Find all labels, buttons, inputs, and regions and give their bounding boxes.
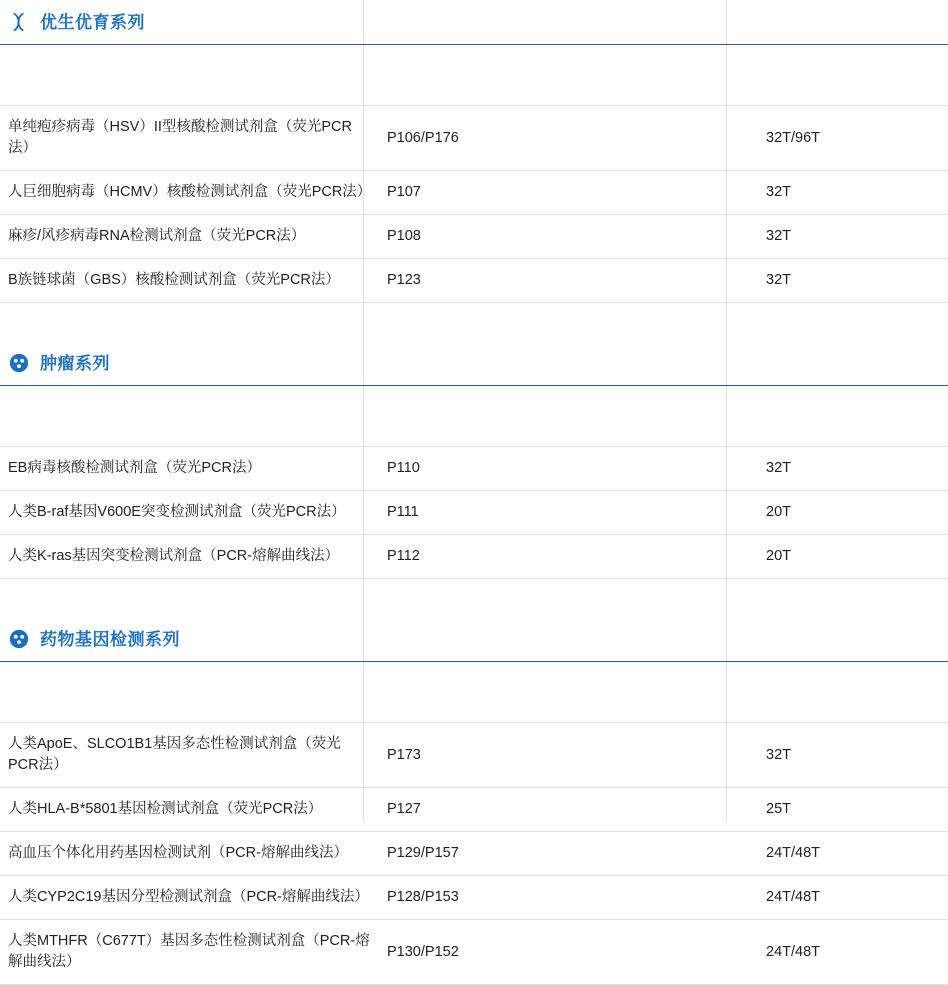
product-code-cell: P130/P152 — [379, 920, 758, 985]
product-name-cell: 高血压个体化用药基因检测试剂（PCR-熔解曲线法） — [0, 832, 379, 876]
table-row — [0, 920, 948, 985]
table-row — [0, 535, 948, 579]
product-spec-cell: 20T — [758, 535, 948, 579]
product-spec-cell: 24T/48T — [758, 876, 948, 920]
section-title: 优生优育系列 — [40, 12, 145, 32]
product-code-cell: P129/P157 — [379, 832, 758, 876]
product-section — [0, 617, 948, 985]
product-code-cell: P173 — [379, 723, 758, 788]
product-code-cell: P111 — [379, 491, 758, 535]
product-spec-cell: 32T — [758, 723, 948, 788]
header-spacer-row — [0, 45, 948, 106]
section-gap — [0, 579, 948, 617]
product-spec-cell: 32T — [758, 259, 948, 303]
product-spec-cell: 32T/96T — [758, 106, 948, 171]
table-row — [0, 447, 948, 491]
product-name-cell: EB病毒核酸检测试剂盒（荧光PCR法） — [0, 447, 379, 491]
table-row — [0, 723, 948, 788]
table-row — [0, 259, 948, 303]
product-spec-cell: 24T/48T — [758, 920, 948, 985]
product-name-cell: 人类K-ras基因突变检测试剂盒（PCR-熔解曲线法） — [0, 535, 379, 579]
table-row — [0, 215, 948, 259]
product-code-cell: P123 — [379, 259, 758, 303]
product-section — [0, 341, 948, 579]
product-code-cell: P128/P153 — [379, 876, 758, 920]
table-row — [0, 171, 948, 215]
product-code-cell: P110 — [379, 447, 758, 491]
product-name-cell: 人巨细胞病毒（HCMV）核酸检测试剂盒（荧光PCR法） — [0, 171, 379, 215]
product-code-cell: P107 — [379, 171, 758, 215]
product-name-cell: 单纯疱疹病毒（HSV）II型核酸检测试剂盒（荧光PCR法） — [0, 106, 379, 171]
cell-cluster-icon — [8, 628, 30, 650]
product-name-cell: 人类CYP2C19基因分型检测试剂盒（PCR-熔解曲线法） — [0, 876, 379, 920]
product-code-cell: P108 — [379, 215, 758, 259]
section-gap — [0, 303, 948, 341]
product-spec-cell: 32T — [758, 171, 948, 215]
product-code-cell: P127 — [379, 788, 758, 832]
product-section — [0, 0, 948, 303]
product-table — [0, 45, 948, 303]
product-name-cell: 人类MTHFR（C677T）基因多态性检测试剂盒（PCR-熔解曲线法） — [0, 920, 379, 985]
product-table — [0, 386, 948, 579]
product-code-cell: P112 — [379, 535, 758, 579]
product-spec-cell: 32T — [758, 215, 948, 259]
product-spec-cell: 24T/48T — [758, 832, 948, 876]
table-row — [0, 106, 948, 171]
product-name-cell: 人类ApoE、SLCO1B1基因多态性检测试剂盒（荧光PCR法） — [0, 723, 379, 788]
product-name-cell: 人类HLA-B*5801基因检测试剂盒（荧光PCR法） — [0, 788, 379, 832]
section-header — [0, 617, 948, 662]
table-row — [0, 876, 948, 920]
section-header — [0, 341, 948, 386]
product-spec-cell: 20T — [758, 491, 948, 535]
product-table — [0, 662, 948, 985]
product-name-cell: 人类B-raf基因V600E突变检测试剂盒（荧光PCR法） — [0, 491, 379, 535]
header-spacer-row — [0, 662, 948, 723]
dna-helix-icon — [8, 11, 30, 33]
table-row — [0, 491, 948, 535]
product-name-cell: 麻疹/风疹病毒RNA检测试剂盒（荧光PCR法） — [0, 215, 379, 259]
cell-cluster-icon — [8, 352, 30, 374]
table-row — [0, 788, 948, 832]
product-spec-cell: 32T — [758, 447, 948, 491]
section-title: 肿瘤系列 — [40, 353, 110, 373]
section-title: 药物基因检测系列 — [40, 629, 180, 649]
product-code-cell: P106/P176 — [379, 106, 758, 171]
product-spec-cell: 25T — [758, 788, 948, 832]
table-row — [0, 832, 948, 876]
section-header — [0, 0, 948, 45]
header-spacer-row — [0, 386, 948, 447]
product-name-cell: B族链球菌（GBS）核酸检测试剂盒（荧光PCR法） — [0, 259, 379, 303]
